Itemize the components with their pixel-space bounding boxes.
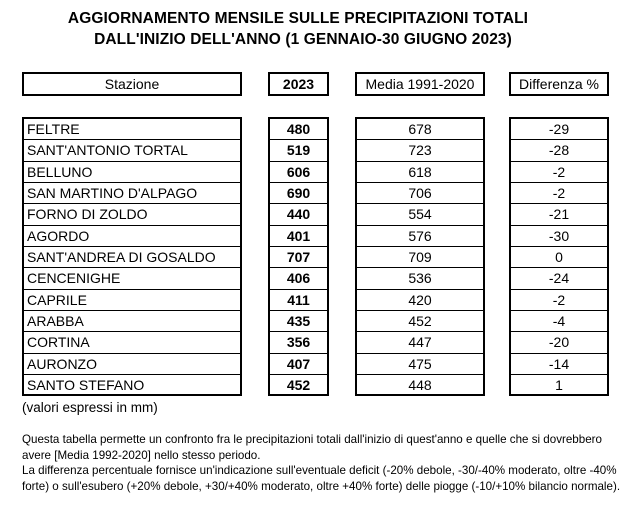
cell-station: SANTO STEFANO [27,377,145,394]
cell-mean: 448 [408,377,432,394]
column-year [268,117,329,396]
cell-year: 406 [270,268,327,289]
cell-mean: 475 [357,354,483,375]
cell-station: SANT'ANDREA DI GOSALDO [24,247,240,268]
header-year: 2023 [268,72,329,96]
cell-year: 606 [270,162,327,183]
cell-station: BELLUNO [24,162,240,183]
column-mean [355,117,485,396]
cell-station: AGORDO [24,226,240,247]
cell-mean: 678 [357,119,483,140]
cell-diff: -4 [511,311,607,332]
cell-diff: 0 [511,247,607,268]
cell-station: AURONZO [24,354,240,375]
cell-diff: -21 [511,204,607,225]
cell-diff: -24 [511,268,607,289]
cell-mean: 706 [357,183,483,204]
cell-diff: -30 [511,226,607,247]
cell-station: SAN MARTINO D'ALPAGO [24,183,240,204]
cell-year: 452 [286,377,311,394]
cell-mean: 536 [357,268,483,289]
cell-station: SANT'ANTONIO TORTAL [24,140,240,161]
cell-year: 707 [270,247,327,268]
header-mean: Media 1991-2020 [355,72,485,96]
header-diff: Differenza % [509,72,609,96]
cell-year: 440 [270,204,327,225]
title-line-2: DALL'INIZIO DELL'ANNO (1 GENNAIO-30 GIUGNO 2023) [94,31,512,48]
cell-mean: 618 [357,162,483,183]
units-note: (valori espressi in mm) [22,400,158,415]
column-station [22,117,242,396]
cell-diff: -29 [511,119,607,140]
cell-diff: -2 [511,183,607,204]
cell-mean: 576 [357,226,483,247]
cell-mean: 452 [357,311,483,332]
cell-diff: -28 [511,140,607,161]
note-paragraph-1: Questa tabella permette un confronto fra le precipitazioni totali dall'inizio di quest'anno e quelle che si dovrebbero avere [Media 1992-2020] nello stesso periodo. [22,433,602,462]
cell-station: ARABBA [24,311,240,332]
cell-mean: 420 [357,290,483,311]
cell-station: FORNO DI ZOLDO [24,204,240,225]
cell-mean: 709 [357,247,483,268]
cell-year: 435 [270,311,327,332]
cell-year: 356 [270,332,327,353]
cell-mean: 723 [357,140,483,161]
cell-diff: -2 [511,162,607,183]
cell-year: 401 [270,226,327,247]
cell-station: FELTRE [24,119,240,140]
cell-year: 480 [270,119,327,140]
title-line-1: AGGIORNAMENTO MENSILE SULLE PRECIPITAZIONI TOTALI [67,10,529,27]
cell-diff: 1 [555,377,563,394]
cell-diff: -20 [511,332,607,353]
cell-diff: -2 [511,290,607,311]
cell-station: CORTINA [24,332,240,353]
cell-year: 411 [270,290,327,311]
cell-year: 519 [270,140,327,161]
cell-station: CENCENIGHE [24,268,240,289]
header-station: Stazione [22,72,242,96]
cell-mean: 447 [357,332,483,353]
column-diff [509,117,609,396]
cell-mean: 554 [357,204,483,225]
cell-diff: -14 [511,354,607,375]
cell-station: CAPRILE [24,290,240,311]
cell-year: 690 [270,183,327,204]
note-paragraph-2: La differenza percentuale fornisce un'indicazione sull'eventuale deficit (-20% debole, -30/-40% moderato, oltre -40% forte) o sull'esubero (+20% debole, +30/+40% moderato, oltre +40% forte) delle piogge (-10/+10% bilancio normale). [22,464,621,493]
cell-year: 407 [270,354,327,375]
